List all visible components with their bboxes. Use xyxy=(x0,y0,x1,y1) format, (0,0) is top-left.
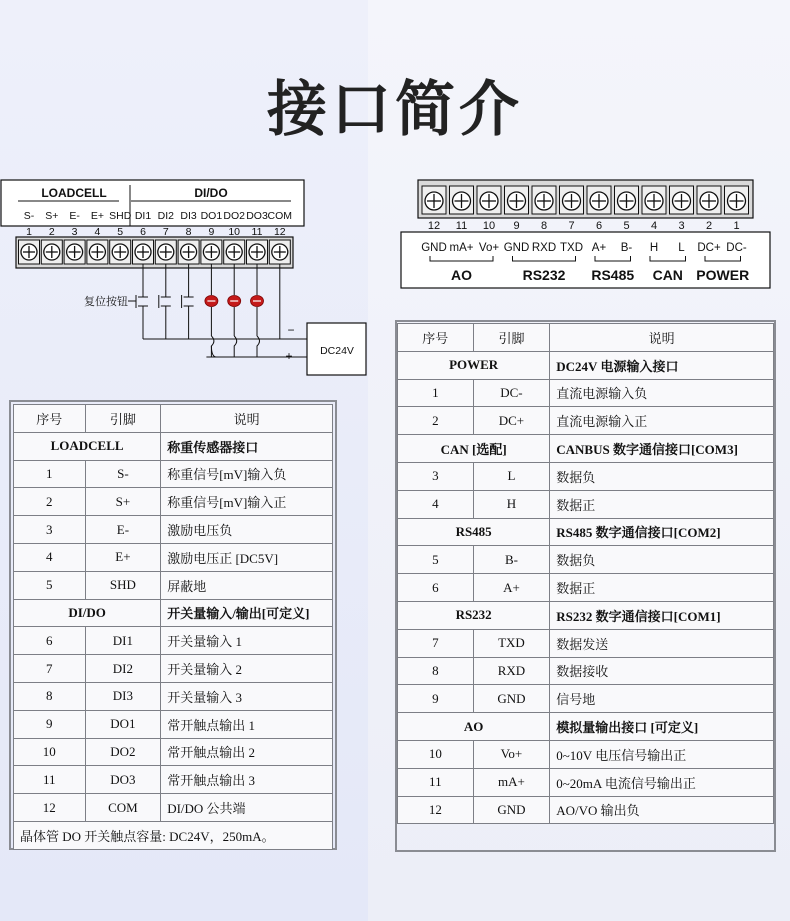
screw-terminal-icon xyxy=(645,192,663,210)
screw-terminal-icon xyxy=(158,244,174,260)
pin-name: GND xyxy=(503,242,530,254)
pin-name-cell: TXD xyxy=(473,629,550,657)
pin-number: 3 xyxy=(678,220,685,232)
pin-description-cell: 数据正 xyxy=(550,490,774,518)
column-header: 说明 xyxy=(161,405,333,433)
screw-terminal-icon xyxy=(135,244,151,260)
pin-description-cell: 信号地 xyxy=(550,685,774,713)
dc24v-label: DC24V xyxy=(320,345,354,357)
pin-name-do2: DO2 xyxy=(223,210,245,222)
pin-description-cell: 激励电压负 xyxy=(161,516,333,544)
right-connector-diagram xyxy=(396,176,786,294)
table-row xyxy=(398,546,774,574)
pin-number: 11 xyxy=(455,220,468,232)
screw-terminal-icon xyxy=(508,192,526,210)
screw-terminal-icon xyxy=(272,244,288,260)
pin-name-di1: DI1 xyxy=(134,210,152,222)
section-header-row xyxy=(398,518,774,546)
screw-terminal-icon xyxy=(563,192,581,210)
group-label-can: CAN xyxy=(652,267,683,283)
pin-name: L xyxy=(678,242,685,254)
section-name: AO xyxy=(398,713,550,741)
pin-description-cell: 数据发送 xyxy=(550,629,774,657)
screw-terminal-icon xyxy=(181,244,197,260)
pin-description-cell: 激励电压正 [DC5V] xyxy=(161,543,333,571)
section-header-row xyxy=(398,601,774,629)
screw-terminal-icon xyxy=(249,244,265,260)
table-row xyxy=(14,488,333,516)
table-row xyxy=(398,796,774,824)
pin-number: 4 xyxy=(94,226,101,238)
group-label-rs485: RS485 xyxy=(591,267,635,283)
pin-name: Vo+ xyxy=(478,242,500,254)
plus-sign: + xyxy=(285,349,293,363)
column-header: 序号 xyxy=(14,405,86,433)
section-description: 称重传感器接口 xyxy=(161,432,333,460)
table-row xyxy=(14,766,333,794)
table-row xyxy=(14,738,333,766)
screw-terminal-icon xyxy=(89,244,105,260)
pin-number: 1 xyxy=(26,226,32,238)
pin-description-cell: 称重信号[mV]输入负 xyxy=(161,460,333,488)
table-row xyxy=(398,685,774,713)
pin-name-cell: GND xyxy=(473,796,550,824)
table-header-row xyxy=(398,324,774,352)
table-row xyxy=(14,460,333,488)
pin-name-cell: S- xyxy=(85,460,161,488)
pin-number: 2 xyxy=(48,226,55,238)
pin-number-cell: 7 xyxy=(14,655,86,683)
table-row xyxy=(398,629,774,657)
pin-name: DC+ xyxy=(697,242,721,254)
pin-name-com: COM xyxy=(267,210,293,222)
minus-sign: − xyxy=(287,323,295,337)
pin-number-cell: 4 xyxy=(14,543,86,571)
pin-name: DC- xyxy=(726,242,747,254)
pin-description-cell: 数据负 xyxy=(550,546,774,574)
section-description: CANBUS 数字通信接口[COM3] xyxy=(550,435,774,463)
pin-number-cell: 3 xyxy=(14,516,86,544)
pin-name: RXD xyxy=(531,242,557,254)
pin-name-sminus: S- xyxy=(23,210,35,222)
group-label-power: POWER xyxy=(696,267,750,283)
pin-number-cell: 8 xyxy=(398,657,474,685)
pin-description-cell: 屏蔽地 xyxy=(161,571,333,599)
pin-description-cell: 开关量输入 2 xyxy=(161,655,333,683)
pin-name-cell: DO1 xyxy=(85,710,161,738)
pin-number-cell: 9 xyxy=(14,710,86,738)
pin-description-cell: 0~10V 电压信号输出正 xyxy=(550,740,774,768)
section-name: RS232 xyxy=(398,601,550,629)
pin-name-shd: SHD xyxy=(109,210,132,222)
pin-name: A+ xyxy=(591,242,607,254)
pin-description-cell: 常开触点输出 2 xyxy=(161,738,333,766)
screw-terminal-icon xyxy=(453,192,471,210)
screw-terminal-icon xyxy=(226,244,242,260)
pin-name: TXD xyxy=(560,242,583,254)
group-label-rs232: RS232 xyxy=(522,267,566,283)
pin-name-cell: DC+ xyxy=(473,407,550,435)
section-description: 模拟量输出接口 [可定义] xyxy=(550,713,774,741)
screw-terminal-icon xyxy=(590,192,608,210)
pin-number-cell: 7 xyxy=(398,629,474,657)
table-row xyxy=(14,543,333,571)
page-title: 接口简介 xyxy=(267,75,523,145)
pin-number: 3 xyxy=(71,226,78,238)
table-row xyxy=(14,682,333,710)
pin-number: 5 xyxy=(117,226,124,238)
pin-description-cell: 常开触点输出 1 xyxy=(161,710,333,738)
screw-terminal-icon xyxy=(67,244,83,260)
table-row xyxy=(398,740,774,768)
pin-number-cell: 4 xyxy=(398,490,474,518)
group-label-dido: DI/DO xyxy=(194,186,228,200)
pin-number-cell: 1 xyxy=(398,379,474,407)
pin-name-cell: A+ xyxy=(473,574,550,602)
pin-number-cell: 9 xyxy=(398,685,474,713)
table-row xyxy=(14,571,333,599)
section-name: LOADCELL xyxy=(14,432,161,460)
pin-number-cell: 5 xyxy=(14,571,86,599)
section-header-row xyxy=(398,351,774,379)
pin-number: 1 xyxy=(733,220,740,232)
pin-description-cell: 数据负 xyxy=(550,462,774,490)
pin-number: 7 xyxy=(162,226,169,238)
pin-name-do1: DO1 xyxy=(200,210,223,222)
section-header-row xyxy=(398,435,774,463)
section-name: DI/DO xyxy=(14,599,161,627)
pin-name-cell: DO2 xyxy=(85,738,161,766)
section-header-row xyxy=(14,599,333,627)
pin-name-cell: S+ xyxy=(85,488,161,516)
screw-terminal-icon xyxy=(480,192,498,210)
pin-number: 6 xyxy=(595,220,603,232)
pin-number: 4 xyxy=(650,220,658,232)
pin-name: H xyxy=(649,242,659,254)
pin-number-cell: 11 xyxy=(398,768,474,796)
screw-terminal-icon xyxy=(44,244,60,260)
section-description: DC24V 电源输入接口 xyxy=(550,351,774,379)
screw-terminal-icon xyxy=(112,244,128,260)
table-row xyxy=(14,710,333,738)
pin-name-cell: DI1 xyxy=(85,627,161,655)
do-relay-indicator-icon xyxy=(205,296,218,307)
pin-name-cell: E- xyxy=(85,516,161,544)
screw-terminal-icon xyxy=(700,192,718,210)
group-label-loadcell: LOADCELL xyxy=(41,186,107,200)
pin-name-cell: Vo+ xyxy=(473,740,550,768)
note-row xyxy=(14,821,333,849)
pin-number-cell: 6 xyxy=(14,627,86,655)
pin-number-cell: 6 xyxy=(398,574,474,602)
pin-name-cell: DI3 xyxy=(85,682,161,710)
capacity-note: 晶体管 DO 开关触点容量: DC24V，250mA。 xyxy=(14,821,333,849)
pin-number-cell: 3 xyxy=(398,462,474,490)
column-header: 说明 xyxy=(550,324,774,352)
table-row xyxy=(14,794,333,822)
pin-number: 8 xyxy=(540,220,548,232)
pin-name-cell: H xyxy=(473,490,550,518)
pin-name-cell: SHD xyxy=(85,571,161,599)
pin-description-cell: 直流电源输入正 xyxy=(550,407,774,435)
pin-name-cell: B- xyxy=(473,546,550,574)
pin-name-splus: S+ xyxy=(45,210,59,222)
pin-name: GND xyxy=(421,242,447,254)
pin-number: 9 xyxy=(208,226,215,238)
pin-number-cell: 5 xyxy=(398,546,474,574)
pin-number-cell: 1 xyxy=(14,460,86,488)
screw-terminal-icon xyxy=(21,244,37,260)
table-header-row xyxy=(14,405,333,433)
left-pin-table xyxy=(13,404,333,850)
section-description: 开关量输入/输出[可定义] xyxy=(161,599,333,627)
pin-name-cell: mA+ xyxy=(473,768,550,796)
pin-description-cell: DI/DO 公共端 xyxy=(161,794,333,822)
section-description: RS485 数字通信接口[COM2] xyxy=(550,518,774,546)
pin-description-cell: AO/VO 输出负 xyxy=(550,796,774,824)
table-row xyxy=(398,462,774,490)
table-row xyxy=(398,657,774,685)
screw-terminal-icon xyxy=(535,192,553,210)
pin-number-cell: 11 xyxy=(14,766,86,794)
pin-number: 6 xyxy=(140,226,146,238)
table-row xyxy=(398,768,774,796)
pin-number: 12 xyxy=(427,220,441,232)
column-header: 引脚 xyxy=(473,324,550,352)
pin-name-di3: DI3 xyxy=(180,210,197,222)
pin-number: 7 xyxy=(568,220,575,232)
pin-name: mA+ xyxy=(449,242,474,254)
pin-description-cell: 常开触点输出 3 xyxy=(161,766,333,794)
pin-description-cell: 开关量输入 1 xyxy=(161,627,333,655)
column-header: 引脚 xyxy=(85,405,161,433)
pin-number: 5 xyxy=(623,220,630,232)
table-row xyxy=(398,490,774,518)
pin-number: 12 xyxy=(273,226,286,238)
pin-number: 10 xyxy=(482,220,496,232)
screw-terminal-icon xyxy=(203,244,219,260)
pin-name-cell: GND xyxy=(473,685,550,713)
section-header-row xyxy=(398,713,774,741)
pin-number: 9 xyxy=(513,220,520,232)
right-pin-table xyxy=(397,323,774,824)
table-row xyxy=(14,655,333,683)
screw-terminal-icon xyxy=(618,192,636,210)
screw-terminal-icon xyxy=(425,192,443,210)
pin-name-cell: E+ xyxy=(85,543,161,571)
section-name: CAN [选配] xyxy=(398,435,550,463)
pin-name: B- xyxy=(620,242,633,254)
pin-name-cell: L xyxy=(473,462,550,490)
section-description: RS232 数字通信接口[COM1] xyxy=(550,601,774,629)
screw-terminal-icon xyxy=(673,192,691,210)
pin-number-cell: 10 xyxy=(398,740,474,768)
pin-name-eplus: E+ xyxy=(90,210,104,222)
pin-description-cell: 0~20mA 电流信号输出正 xyxy=(550,768,774,796)
group-label-ao: AO xyxy=(451,267,472,283)
pin-number: 11 xyxy=(251,226,263,238)
pin-number-cell: 10 xyxy=(14,738,86,766)
pin-name-do3: DO3 xyxy=(246,210,268,222)
pin-name-cell: DC- xyxy=(473,379,550,407)
screw-terminal-icon xyxy=(728,192,746,210)
do-relay-indicator-icon xyxy=(228,296,241,307)
pin-number-cell: 2 xyxy=(398,407,474,435)
column-header: 序号 xyxy=(398,324,474,352)
pin-description-cell: 称重信号[mV]输入正 xyxy=(161,488,333,516)
pin-description-cell: 数据接收 xyxy=(550,657,774,685)
pin-number-cell: 12 xyxy=(14,794,86,822)
pin-description-cell: 数据正 xyxy=(550,574,774,602)
section-name: RS485 xyxy=(398,518,550,546)
table-row xyxy=(14,627,333,655)
pin-number: 10 xyxy=(228,226,241,238)
table-row xyxy=(14,516,333,544)
reset-button-label: 复位按钮 xyxy=(84,296,128,308)
section-name: POWER xyxy=(398,351,550,379)
pin-name-cell: COM xyxy=(85,794,161,822)
pin-name-cell: DI2 xyxy=(85,655,161,683)
pin-number-cell: 2 xyxy=(14,488,86,516)
pin-name-di2: DI2 xyxy=(157,210,174,222)
section-header-row xyxy=(14,432,333,460)
table-row xyxy=(398,407,774,435)
pin-description-cell: 开关量输入 3 xyxy=(161,682,333,710)
do-relay-indicator-icon xyxy=(251,296,264,307)
pin-name-eminus: E- xyxy=(69,210,80,222)
pin-number: 8 xyxy=(185,226,192,238)
table-row xyxy=(398,574,774,602)
left-connector-diagram xyxy=(0,176,370,381)
pin-number-cell: 12 xyxy=(398,796,474,824)
pin-number-cell: 8 xyxy=(14,682,86,710)
pin-description-cell: 直流电源输入负 xyxy=(550,379,774,407)
pin-name-cell: DO3 xyxy=(85,766,161,794)
pin-number: 2 xyxy=(705,220,713,232)
table-row xyxy=(398,379,774,407)
pin-name-cell: RXD xyxy=(473,657,550,685)
